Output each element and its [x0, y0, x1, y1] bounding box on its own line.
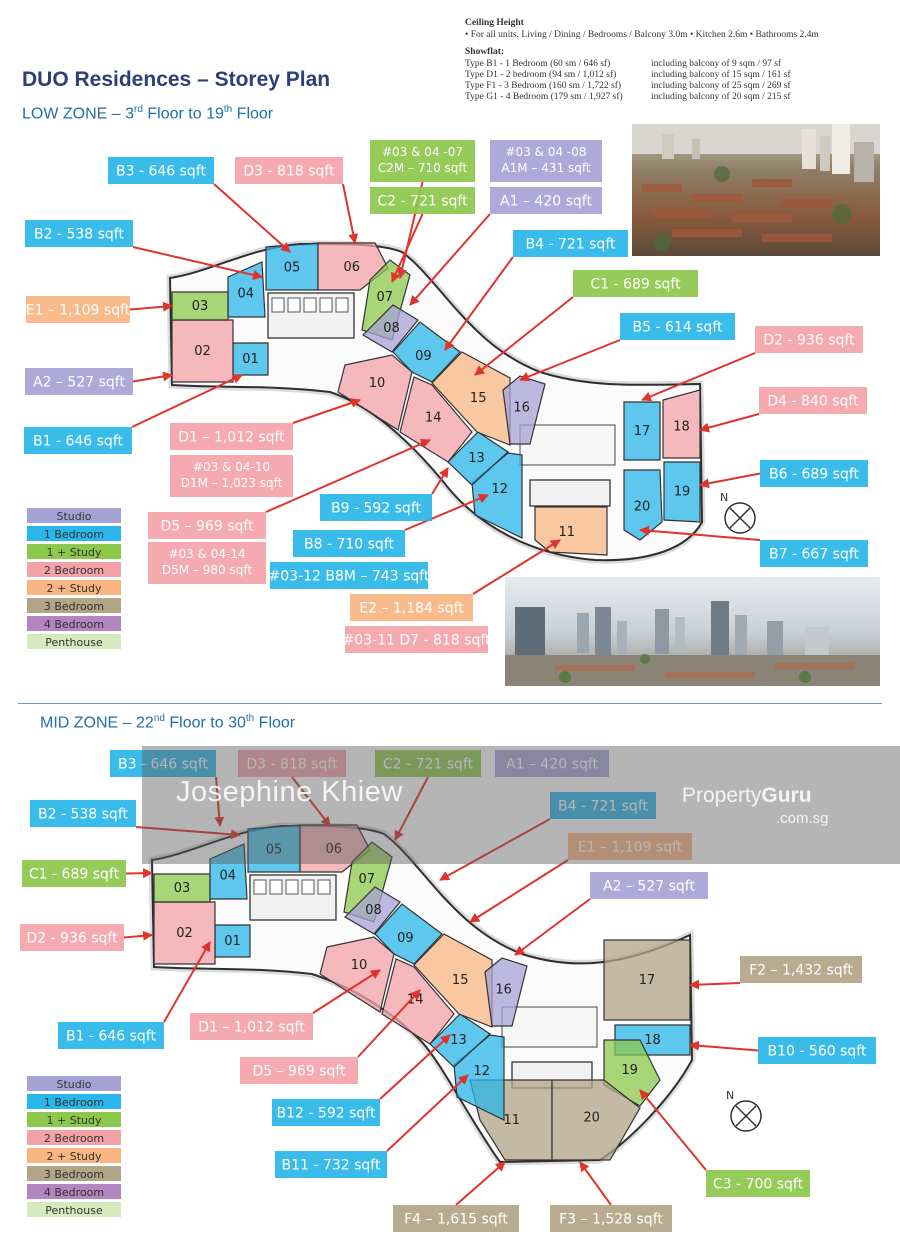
pointer-arrow	[387, 1075, 468, 1151]
legend-label: 4 Bedroom	[43, 618, 105, 631]
legend-label: Penthouse	[45, 636, 103, 649]
pointer-arrow	[520, 340, 620, 380]
low-unit-label	[342, 626, 491, 653]
watermark-brand: PropertyGuru	[682, 784, 812, 807]
unit-number: 15	[451, 973, 469, 988]
low-unit-label	[490, 140, 602, 182]
low-unit-label	[25, 220, 133, 247]
unit-number: 05	[265, 842, 283, 858]
label-text: B8 - 710 sqft	[304, 536, 394, 553]
showflat-balcony-f1: including balcony of 25 sqm / 269 sf	[651, 80, 791, 91]
low-unit-label	[620, 313, 735, 340]
north-compass-icon	[720, 491, 755, 533]
unit-number: 07	[376, 290, 394, 305]
legend-label: 2 + Study	[46, 582, 102, 595]
showflat-title: Showflat:	[465, 47, 505, 57]
showflat-balcony-g1: including balcony of 20 sqm / 215 sf	[651, 91, 791, 102]
label-text: F4 – 1,615 sqft	[404, 1211, 508, 1228]
low-unit-label	[108, 157, 214, 184]
low-unit-label	[269, 562, 430, 589]
unit-number: 13	[450, 1032, 467, 1048]
unit-number: 04	[237, 286, 255, 302]
watermark-domain: .com.sg	[776, 810, 829, 827]
pointer-arrow	[126, 873, 152, 874]
svg-text:N: N	[726, 1089, 735, 1102]
label-text: D5 – 969 sqft	[160, 518, 254, 535]
mid-unit-label	[393, 1205, 519, 1232]
label-text: C2M – 710 sqft	[377, 161, 468, 175]
low-unit-label	[320, 494, 432, 521]
low-zone-title: LOW ZONE – 3rd Floor to 19th Floor	[22, 104, 274, 123]
legend-label: 2 + Study	[46, 1150, 102, 1163]
showflat-balcony-b1: including balcony of 9 sqm / 97 sf	[651, 58, 782, 69]
low-unit-label	[170, 455, 293, 497]
label-text: B3 - 646 sqft	[118, 756, 208, 773]
label-text: F2 – 1,432 sqft	[749, 962, 853, 979]
label-text: B1 - 646 sqft	[66, 1028, 156, 1045]
unit-number: 10	[368, 375, 386, 391]
unit-number: 13	[468, 450, 485, 466]
legend-label: 4 Bedroom	[43, 1186, 105, 1199]
unit-number: 05	[283, 260, 301, 276]
label-text: B9 - 592 sqft	[331, 500, 421, 517]
mid-unit-label	[272, 1099, 380, 1126]
low-unit-label	[490, 187, 602, 214]
pointer-arrow	[473, 540, 560, 594]
unit-number: 01	[242, 352, 259, 367]
unit-number: 08	[365, 903, 382, 918]
pointer-arrow	[293, 400, 360, 423]
label-text: D3 - 818 sqft	[243, 163, 335, 180]
low-unit-label	[26, 296, 131, 323]
label-text: A1 – 420 sqft	[506, 756, 598, 773]
low-unit-label	[148, 542, 266, 584]
label-text: B10 - 560 sqft	[767, 1043, 867, 1060]
unit-number: 10	[350, 957, 368, 973]
label-text: E1 – 1,109 sqft	[577, 839, 683, 856]
showflat-type-b1: Type B1 - 1 Bedroom (60 sm / 646 sf)	[465, 58, 611, 69]
legend-label: 1 Bedroom	[43, 528, 105, 541]
label-text: B7 - 667 sqft	[769, 546, 859, 563]
mid-unit-label	[706, 1170, 810, 1197]
low-unit-label	[25, 368, 133, 395]
unit-number: 18	[644, 1033, 661, 1048]
label-text: A2 – 527 sqft	[603, 878, 695, 895]
unit-number: 14	[424, 410, 442, 426]
low-unit-label	[350, 594, 473, 621]
mid-unit-label	[58, 1022, 164, 1049]
north-compass-icon	[726, 1089, 761, 1131]
legend-label: 2 Bedroom	[43, 1132, 105, 1145]
unit-number: 04	[219, 868, 237, 884]
unit-number: 15	[469, 391, 487, 406]
unit-number: 11	[503, 1113, 521, 1128]
unit-number: 20	[583, 1110, 600, 1126]
showflat-type-f1: Type F1 - 3 Bedroom (160 sm / 1,722 sf)	[465, 80, 622, 91]
label-text: D4 - 840 sqft	[767, 393, 859, 410]
mid-unit-label	[190, 1013, 313, 1040]
pointer-arrow	[410, 214, 490, 305]
low-unit-label	[370, 187, 475, 214]
label-text: B4 - 721 sqft	[558, 798, 648, 815]
label-text: B4 - 721 sqft	[525, 236, 616, 253]
mid-unit-label	[22, 860, 126, 887]
legend-label: 3 Bedroom	[43, 600, 105, 613]
label-text: #03-11 D7 - 818 sqft	[342, 632, 491, 649]
showflat-type-g1: Type G1 - 4 Bedroom (179 sm / 1,927 sf)	[465, 91, 623, 102]
mid-unit-label	[240, 1057, 358, 1084]
ceiling-height-text: • For all units. Living / Dining / Bedrooms / Balcony 3.0m • Kitchen 2.6m • Bathrooms 2.4m	[465, 29, 819, 40]
label-text: #03 & 04 -07	[382, 145, 463, 159]
unit-number: 19	[621, 1063, 638, 1079]
label-text: #03-12 B8M – 743 sqft	[268, 568, 430, 585]
mid-unit-label	[550, 1205, 672, 1232]
legend-label: 1 Bedroom	[43, 1096, 105, 1109]
unit-number: 11	[558, 525, 576, 541]
unit-number: 18	[673, 419, 690, 435]
label-text: A1M – 431 sqft	[501, 161, 591, 175]
unit-number: 06	[343, 259, 361, 275]
unit-number: 20	[633, 499, 651, 515]
unit-number: 07	[358, 872, 376, 887]
mid-unit-label	[758, 1037, 876, 1064]
label-text: #03 & 04 -08	[505, 145, 587, 159]
label-text: A2 – 527 sqft	[33, 374, 125, 391]
label-text: D1 – 1,012 sqft	[198, 1019, 305, 1036]
unit-number: 12	[473, 1063, 491, 1079]
unit-number: 09	[415, 349, 432, 364]
unit-number: 17	[633, 424, 651, 439]
label-text: B11 - 732 sqft	[281, 1157, 381, 1174]
unit-number: 06	[325, 841, 343, 857]
label-text: B2 - 538 sqft	[34, 226, 124, 243]
low-unit-label	[573, 270, 698, 297]
ceiling-height-title: Ceiling Height	[465, 18, 524, 28]
low-unit-label	[760, 540, 868, 567]
label-text: E2 – 1,184 sqft	[359, 600, 464, 617]
unit-number: 03	[173, 881, 191, 896]
low-unit-label	[170, 423, 293, 450]
mid-zone-title: MID ZONE – 22nd Floor to 30th Floor	[40, 713, 296, 732]
mid-unit-label	[590, 872, 708, 899]
unit-number: 12	[491, 481, 509, 497]
unit-number: 02	[176, 926, 193, 941]
unit-number: 09	[397, 931, 414, 946]
low-unit-label	[370, 140, 475, 182]
label-text: D2 - 936 sqft	[26, 930, 118, 947]
pointer-arrow	[470, 860, 568, 922]
label-text: C3 - 700 sqft	[712, 1176, 804, 1193]
unit-number: 03	[191, 299, 209, 314]
pointer-arrow	[690, 1045, 758, 1051]
label-text: C1 - 689 sqft	[28, 866, 120, 883]
unit-number: 17	[638, 973, 656, 988]
label-text: D3 - 818 sqft	[246, 756, 338, 773]
label-text: D2 - 936 sqft	[763, 332, 855, 349]
mid-unit-label	[20, 924, 124, 951]
low-unit-label	[293, 530, 405, 557]
label-text: B5 - 614 sqft	[632, 319, 723, 336]
unit-number: 19	[673, 484, 691, 500]
label-text: D5M – 980 sqft	[161, 563, 253, 577]
low-unit-label	[755, 326, 863, 353]
label-text: B2 - 538 sqft	[38, 806, 128, 823]
legend-label: Studio	[56, 1078, 92, 1091]
legend-label: 3 Bedroom	[43, 1168, 105, 1181]
legend-label: Studio	[56, 510, 92, 523]
mid-unit-label	[30, 800, 136, 827]
low-unit-label	[760, 460, 868, 487]
showflat-balcony-d1: including balcony of 15 sqm / 161 sf	[651, 69, 791, 80]
pointer-arrow	[700, 414, 759, 430]
label-text: D1 – 1,012 sqft	[178, 429, 285, 446]
label-text: B1 - 646 sqft	[33, 433, 123, 450]
label-text: #03 & 04-10	[192, 460, 271, 474]
legend-label: 2 Bedroom	[43, 564, 105, 577]
low-unit-label	[148, 512, 266, 539]
watermark-name: Josephine Khiew	[176, 776, 403, 808]
label-text: #03 & 04-14	[168, 547, 246, 561]
unit-number: 14	[406, 992, 424, 1008]
pointer-arrow	[133, 375, 172, 382]
unit-number: 02	[194, 344, 211, 359]
label-text: C1 - 689 sqft	[590, 276, 681, 293]
label-text: B12 - 592 sqft	[276, 1105, 376, 1122]
svg-text:N: N	[720, 491, 729, 504]
legend-label: 1 + Study	[46, 546, 102, 559]
label-text: A1 – 420 sqft	[500, 193, 592, 210]
unit-number: 01	[224, 934, 241, 949]
unit-type-legend	[27, 508, 121, 649]
low-unit-label	[759, 387, 867, 414]
pointer-arrow	[580, 1162, 611, 1205]
pointer-arrow	[690, 983, 740, 985]
label-text: C2 - 721 sqft	[377, 193, 468, 210]
pointer-arrow	[700, 474, 760, 486]
label-text: F3 – 1,528 sqft	[559, 1211, 663, 1228]
unit-number: 16	[513, 400, 530, 416]
label-text: B3 - 646 sqft	[116, 163, 206, 180]
unit-number: 16	[495, 982, 512, 998]
label-text: C2 - 721 sqft	[382, 756, 474, 773]
pointer-arrow	[456, 1162, 505, 1205]
legend-label: 1 + Study	[46, 1114, 102, 1127]
pointer-arrow	[640, 1090, 706, 1170]
label-text: E1 – 1,109 sqft	[25, 302, 131, 319]
mid-unit-label	[740, 956, 862, 983]
pointer-arrow	[130, 306, 172, 310]
mid-unit-label	[275, 1151, 387, 1178]
unit-number: 08	[383, 321, 400, 336]
pointer-arrow	[124, 935, 152, 938]
page-title: DUO Residences – Storey Plan	[22, 68, 331, 91]
low-unit-label	[235, 157, 343, 184]
label-text: D5 – 969 sqft	[252, 1063, 346, 1080]
low-unit-label	[24, 427, 132, 454]
unit-type-legend	[27, 1076, 121, 1217]
label-text: B6 - 689 sqft	[769, 466, 859, 483]
showflat-type-d1: Type D1 - 2 bedroom (94 sm / 1,012 sf)	[465, 69, 617, 80]
pointer-arrow	[343, 184, 355, 243]
pointer-arrow	[214, 184, 290, 252]
legend-label: Penthouse	[45, 1204, 103, 1217]
pointer-arrow	[515, 899, 590, 955]
low-unit-label	[513, 230, 628, 257]
label-text: D1M – 1,023 sqft	[180, 476, 283, 490]
